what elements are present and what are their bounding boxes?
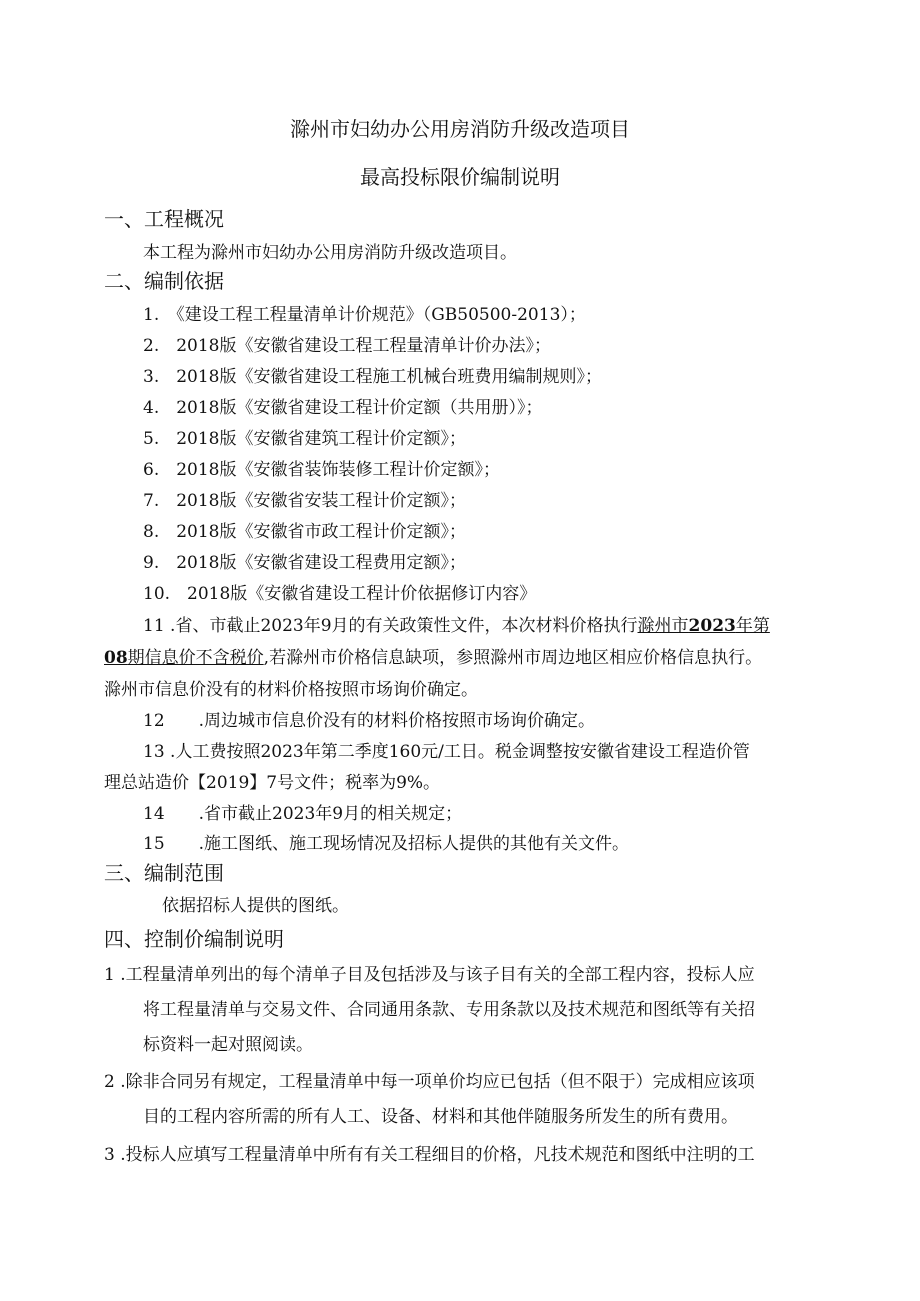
basis-item: 6. 2018版《安徽省装饰装修工程计价定额》；	[143, 460, 500, 480]
section-heading-explanation: 四、控制价编制说明	[104, 927, 284, 951]
basis-item: 9. 2018版《安徽省建设工程费用定额》；	[143, 553, 466, 573]
basis-item-14: 14 .省市截止2023年9月的相关规定；	[143, 804, 463, 824]
basis-item-13-line1: 13 .人工费按照2023年第二季度160元/工日。税金调整按安徽省建设工程造价管	[143, 742, 750, 762]
basis-item: 7. 2018版《安徽省安装工程计价定额》；	[143, 491, 466, 511]
basis-item-11-line2	[104, 647, 762, 669]
basis-item-11-cont: ,若滁州市价格信息缺项，参照滁州市周边地区相应价格信息执行。	[263, 648, 763, 668]
section-body-overview: 本工程为滁州市妇幼办公用房消防升级改造项目。	[143, 243, 517, 263]
basis-item-12: 12 .周边城市信息价没有的材料价格按照市场询价确定。	[143, 711, 596, 731]
basis-item: 5. 2018版《安徽省建筑工程计价定额》；	[143, 429, 466, 449]
section-body-scope: 依据招标人提供的图纸。	[162, 896, 349, 916]
price-source-year: 2023	[688, 616, 736, 636]
explanation-item-1-line3: 标资料一起对照阅读。	[143, 1035, 313, 1055]
explanation-item-1-line2: 将工程量清单与交易文件、合同通用条款、专用条款以及技术规范和图纸等有关招	[143, 1000, 755, 1020]
basis-item-13-line2: 理总站造价【2019】7号文件；税率为9%。	[104, 773, 441, 793]
section-heading-overview: 一、工程概况	[104, 207, 224, 231]
basis-item: 4. 2018版《安徽省建设工程计价定额（共用册）》；	[143, 398, 543, 418]
document-title: 滁州市妇幼办公用房消防升级改造项目	[290, 117, 630, 141]
basis-item: 10. 2018版《安徽省建设工程计价依据修订内容》	[143, 584, 537, 604]
section-heading-scope: 三、编制范围	[104, 861, 224, 885]
basis-item: 1. 《建设工程工程量清单计价规范》（GB50500-2013）；	[143, 305, 586, 325]
document-subtitle: 最高投标限价编制说明	[360, 165, 560, 189]
basis-item-15: 15 .施工图纸、施工现场情况及招标人提供的其他有关文件。	[143, 834, 630, 854]
basis-item-11-line3: 滁州市信息价没有的材料价格按照市场询价确定。	[104, 680, 478, 700]
basis-item: 8. 2018版《安徽省市政工程计价定额》；	[143, 522, 466, 542]
section-heading-basis: 二、编制依据	[104, 269, 224, 293]
basis-item-11-line1	[143, 615, 770, 637]
explanation-item-2-line2: 目的工程内容所需的所有人工、设备、材料和其他伴随服务所发生的所有费用。	[143, 1107, 738, 1127]
price-source-city: 滁州市	[637, 616, 689, 636]
explanation-item-3-line1: 3 .投标人应填写工程量清单中所有有关工程细目的价格，凡技术规范和图纸中注明的工	[104, 1145, 755, 1165]
basis-item-11-text: 11 .省、市截止2023年9月的有关政策性文件，本次材料价格执行	[143, 616, 638, 636]
price-source-issue-number: 08	[104, 648, 128, 668]
price-source-issue-desc: 期信息价不含税价	[127, 648, 264, 668]
basis-item: 3. 2018版《安徽省建设工程施工机械台班费用编制规则》；	[143, 367, 602, 387]
explanation-item-1-line1: 1 .工程量清单列出的每个清单子目及包括涉及与该子目有关的全部工程内容，投标人应	[104, 965, 755, 985]
basis-item: 2. 2018版《安徽省建设工程工程量清单计价办法》；	[143, 336, 551, 356]
price-source-issue-prefix: 年第	[735, 616, 770, 636]
explanation-item-2-line1: 2 .除非合同另有规定，工程量清单中每一项单价均应已包括（但不限于）完成相应该项	[104, 1072, 755, 1092]
